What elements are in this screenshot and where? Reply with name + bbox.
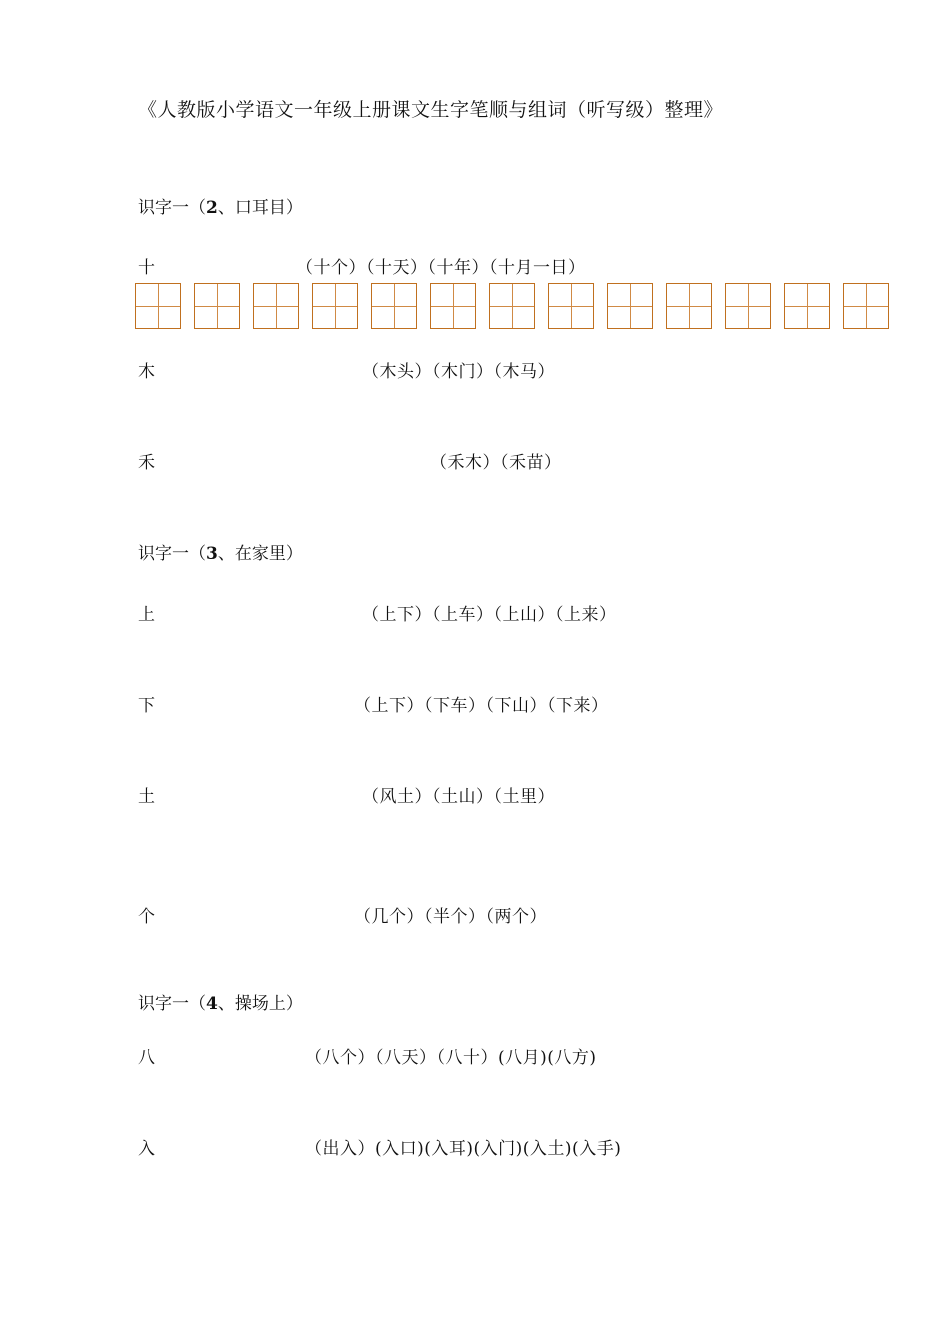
char-ba: 八	[138, 1048, 155, 1068]
words-he: （禾木）（禾苗）	[430, 453, 562, 473]
words-tu: （风土）（土山）（土里）	[362, 787, 555, 807]
words-ge: （几个）（半个）（两个）	[354, 907, 547, 927]
words-ba: （八个）（八天）（八十）(八月)(八方)	[305, 1048, 597, 1068]
writing-box	[135, 283, 181, 329]
writing-grid	[135, 283, 890, 329]
words-shang: （上下）（上车）（上山）（上来）	[362, 605, 617, 625]
writing-box	[371, 283, 417, 329]
words-xia: （上下）（下车）（下山）（下来）	[354, 696, 609, 716]
writing-box	[607, 283, 653, 329]
writing-box	[548, 283, 594, 329]
char-shang: 上	[138, 605, 155, 625]
document-title: 《人教版小学语文一年级上册课文生字笔顺与组词（听写级）整理》	[138, 99, 724, 121]
section-heading-2: 识字一（3、在家里）	[138, 544, 303, 564]
writing-box	[430, 283, 476, 329]
words-mu: （木头）（木门）（木马）	[362, 362, 555, 382]
words-ru: （出入）(入口)(入耳)(入门)(入土)(入手)	[305, 1139, 622, 1159]
words-shi: （十个）（十天）（十年）（十月一日）	[296, 258, 586, 278]
char-ge: 个	[138, 907, 155, 927]
char-shi: 十	[138, 258, 155, 278]
char-ru: 入	[138, 1139, 155, 1159]
char-xia: 下	[138, 696, 155, 716]
writing-box	[784, 283, 830, 329]
char-mu: 木	[138, 362, 155, 382]
char-he: 禾	[138, 453, 155, 473]
writing-box	[725, 283, 771, 329]
char-tu: 土	[138, 787, 155, 807]
writing-box	[253, 283, 299, 329]
writing-box	[194, 283, 240, 329]
writing-box	[312, 283, 358, 329]
writing-box	[489, 283, 535, 329]
writing-box	[843, 283, 889, 329]
section-heading-1: 识字一（2、口耳目）	[138, 198, 303, 218]
section-heading-3: 识字一（4、操场上）	[138, 994, 303, 1014]
writing-box	[666, 283, 712, 329]
